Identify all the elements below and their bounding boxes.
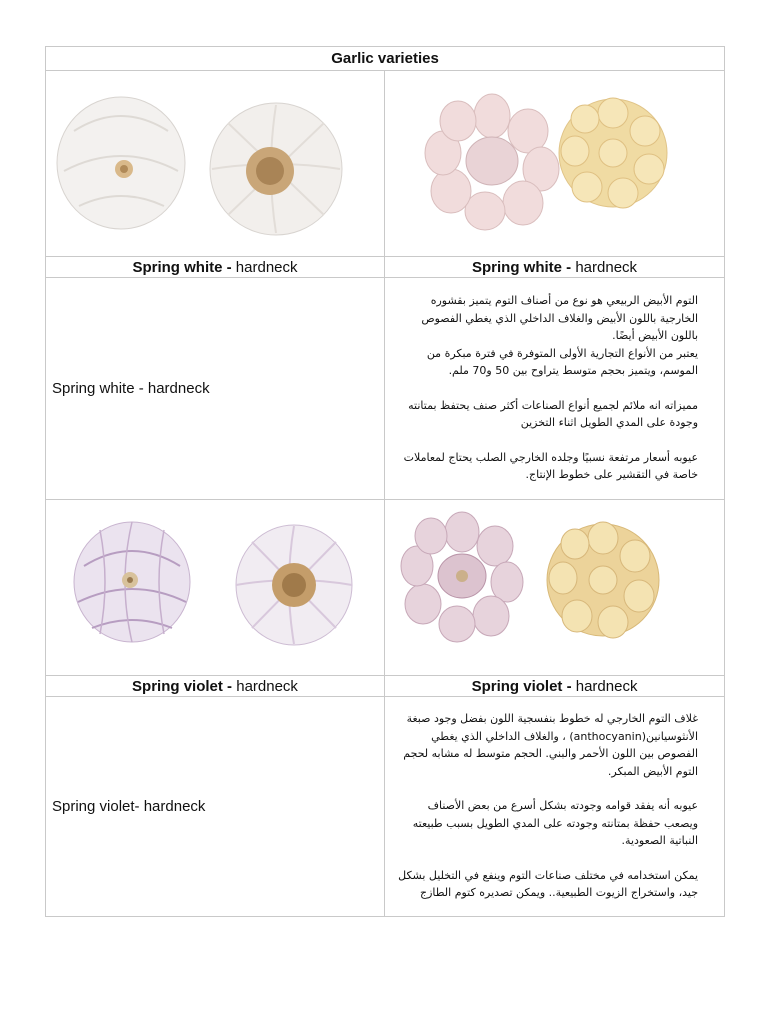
violet-label-left-bold: Spring violet -: [132, 677, 233, 695]
violet-description-paragraph: غلاف التوم الخارجي له خطوط بنفسجية اللون بفضل وجود صبغة الأنثوسيانين(anthocyanin) ، والغلاف الداخلي الذي يغطي الفصوص بين اللون الأحمر والبني. الحجم متوسط له مشابه لحجم التوم الأبيض المبكر.: [403, 712, 699, 778]
violet-uses-paragraph: يمكن استخدامه في مختلف صناعات التوم وينفع في التخليل بشكل جيد، واستخراج الزيوت الطبيعية.. ويمكن تصديره كتوم الطازج: [398, 868, 699, 900]
violet-garlic-peeled-cloves-image: [399, 510, 525, 644]
garlic-varieties-table: [45, 46, 725, 917]
violet-label-right-rest: hardneck: [571, 677, 638, 695]
violet-variety-description: [385, 697, 725, 917]
white-cloves-image-cell: [385, 71, 725, 257]
white-label-left-bold: Spring white -: [132, 258, 232, 276]
white-garlic-bulb-base-image: [54, 91, 188, 231]
white-disadvantages-paragraph: عيوبه أسعار مرتفعة نسبيًا وجلده الخارجي الصلب يحتاج لمعاملات خاصة في التقشير على خطوط الإنتاج.: [403, 450, 699, 482]
table-title: Garlic varieties: [46, 47, 725, 71]
violet-label-right: [385, 676, 725, 697]
white-garlic-peeled-cloves-image: [423, 91, 561, 231]
white-garlic-bulb-top-image: [206, 99, 346, 239]
violet-disadvantages-paragraph: عيوبه أنه يفقد قوامه وجودته بشكل أسرع من بعض الأصناف ويصعب حفظة بمتانته وجودته على المدي الطويل بسبب طبيعته النباتية الصعودية.: [412, 799, 699, 848]
white-variety-name: Spring white - hardneck: [46, 278, 385, 500]
white-garlic-cross-section-image: [557, 91, 669, 215]
violet-garlic-bulb-base-image: [70, 516, 194, 646]
violet-label-right-bold: Spring violet -: [471, 677, 572, 695]
white-label-left: [46, 257, 385, 278]
white-label-right-rest: hardneck: [571, 258, 638, 276]
violet-cloves-image-cell: [385, 500, 725, 676]
white-variety-description: [385, 278, 725, 500]
white-label-left-rest: hardneck: [231, 258, 298, 276]
white-label-right: [385, 257, 725, 278]
violet-label-left: [46, 676, 385, 697]
white-bulbs-image-cell: [46, 71, 385, 257]
white-description-paragraph: التوم الأبيض الربيعي هو نوع من أصناف التوم يتميز بقشوره الخارجية باللون الأبيض والغلاف الداخلي الذي يغطي الفصوص باللون الأبيض أيضًا. يعتبر من الأنواع التجارية الأولى المتوفرة في فترة مبكرة من الموسم، ويتميز بحجم متوسط يتراوح بين 50 و70 ملم.: [421, 294, 699, 378]
violet-garlic-bulb-top-image: [232, 522, 356, 648]
violet-garlic-cross-section-image: [545, 514, 661, 646]
violet-bulbs-image-cell: [46, 500, 385, 676]
white-advantages-paragraph: مميزاته انه ملائم لجميع أنواع الصناعات أكثر صنف يحتفظ بمتانته وجودة على المدي الطويل اثناء التخزين: [408, 398, 699, 430]
violet-variety-name: Spring violet- hardneck: [46, 697, 385, 917]
violet-label-left-rest: hardneck: [232, 677, 298, 695]
white-label-right-bold: Spring white -: [471, 258, 572, 276]
